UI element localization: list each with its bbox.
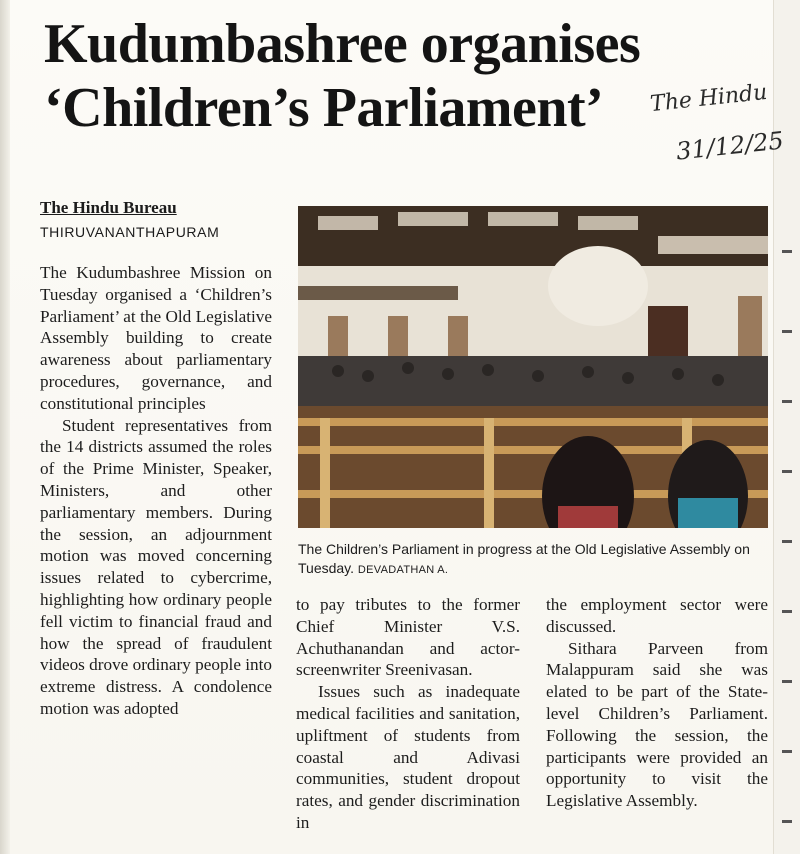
photo-caption: [298, 540, 768, 580]
paragraph-intro: The Kudumbashree Mission on Tuesday organised a ‘Children’s Parliament’ at the Old Legislative Assembly building to create awareness about parliamentary procedures, governance, and constitutional principles: [40, 263, 272, 413]
paragraph-quote: Sithara Parveen from Malappuram said she was elated to be part of the State-level Children’s Parliament. Following the session, the participants were provided an opportunity to visit the Legislative Assembly.: [546, 638, 768, 811]
headline-line-2: ‘Children’s Parliament’: [44, 77, 604, 139]
headline: [44, 12, 764, 140]
caption-text: The Children’s Parliament in progress at the Old Legislative Assembly on Tuesday.: [298, 541, 750, 576]
article-column-3: [546, 594, 768, 812]
paragraph-issues-cont: the employment sector were discussed.: [546, 595, 768, 636]
assembly-photo: [298, 206, 768, 528]
handwritten-date: 31/12/25: [674, 126, 785, 166]
article-column-2: [296, 594, 520, 834]
page-edge-left: [0, 0, 10, 854]
photo-credit: DEVADATHAN A.: [357, 564, 449, 576]
paragraph-tributes: to pay tributes to the former Chief Minister V.S. Achuthanandan and actor-screenwriter Sreenivasan.: [296, 595, 520, 680]
paragraph-issues: Issues such as inadequate medical facilities and sanitation, upliftment of students from coastal and Adivasi communities, student dropout rates, and gender discrimination in: [296, 682, 520, 832]
dateline: THIRUVANANTHAPURAM: [40, 224, 220, 240]
handwritten-source: The Hindu: [649, 79, 769, 118]
paragraph-students: Student representatives from the 14 districts assumed the roles of the Prime Minister, Speaker, Ministers, and other parliamentary members. During the session, an adjournment motion was moved concerning issues related to cybercrime, highlighting how ordinary people fell victim to financial fraud and how the spread of fraudulent videos drove ordinary people into extreme distress. A condolence motion was adopted: [40, 415, 272, 718]
headline-line-1: Kudumbashree organises: [44, 13, 641, 75]
byline-bureau: The Hindu Bureau: [40, 198, 177, 217]
byline: [40, 198, 219, 240]
article-column-1: [40, 262, 272, 720]
